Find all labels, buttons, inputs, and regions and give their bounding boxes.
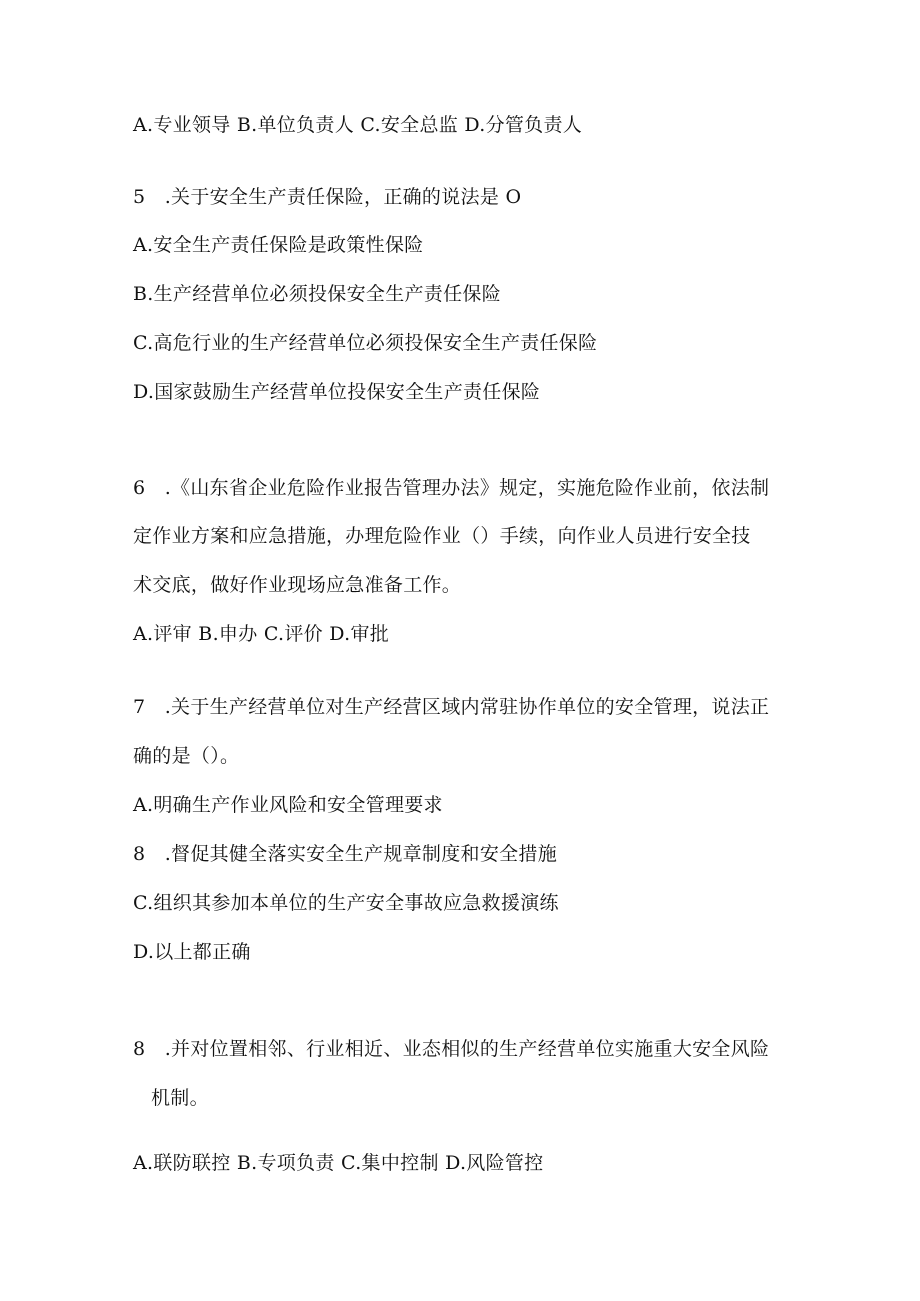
q5-option-c: C.高危行业的生产经营单位必须投保安全生产责任保险	[133, 332, 598, 354]
q7-option-c: C.组织其参加本单位的生产安全事故应急救援演练	[133, 892, 559, 914]
q7-question-line1: 7 .关于生产经营单位对生产经营区域内常驻协作单位的安全管理，说法正	[133, 696, 770, 718]
q7-question-line2: 确的是（）。	[133, 745, 240, 767]
q7-option-d: D.以上都正确	[133, 941, 251, 963]
q4-options: A.专业领导 B.单位负责人 C.安全总监 D.分管负责人	[133, 114, 583, 136]
q5-option-b: B.生产经营单位必须投保安全生产责任保险	[133, 283, 502, 305]
q7-option-a: A.明确生产作业风险和安全管理要求	[133, 794, 443, 816]
q6-options: A.评审 B.申办 C.评价 D.审批	[133, 623, 390, 645]
q6-question-line2: 定作业方案和应急措施，办理危险作业（）手续，向作业人员进行安全技	[133, 525, 751, 547]
q8-question-line2: 机制。	[151, 1087, 209, 1109]
q5-question: 5 .关于安全生产责任保险，正确的说法是 O	[133, 186, 522, 208]
q8-question-line1: 8 .并对位置相邻、行业相近、业态相似的生产经营单位实施重大安全风险	[133, 1038, 770, 1060]
q5-option-d: D.国家鼓励生产经营单位投保安全生产责任保险	[133, 381, 541, 403]
q6-question-line1: 6 .《山东省企业危险作业报告管理办法》规定，实施危险作业前，依法制	[133, 477, 770, 499]
q7-option-b: 8 .督促其健全落实安全生产规章制度和安全措施	[133, 843, 558, 865]
q8-options: A.联防联控 B.专项负责 C.集中控制 D.风险管控	[133, 1152, 544, 1174]
q5-option-a: A.安全生产责任保险是政策性保险	[133, 234, 424, 256]
q6-question-line3: 术交底，做好作业现场应急准备工作。	[133, 574, 462, 596]
